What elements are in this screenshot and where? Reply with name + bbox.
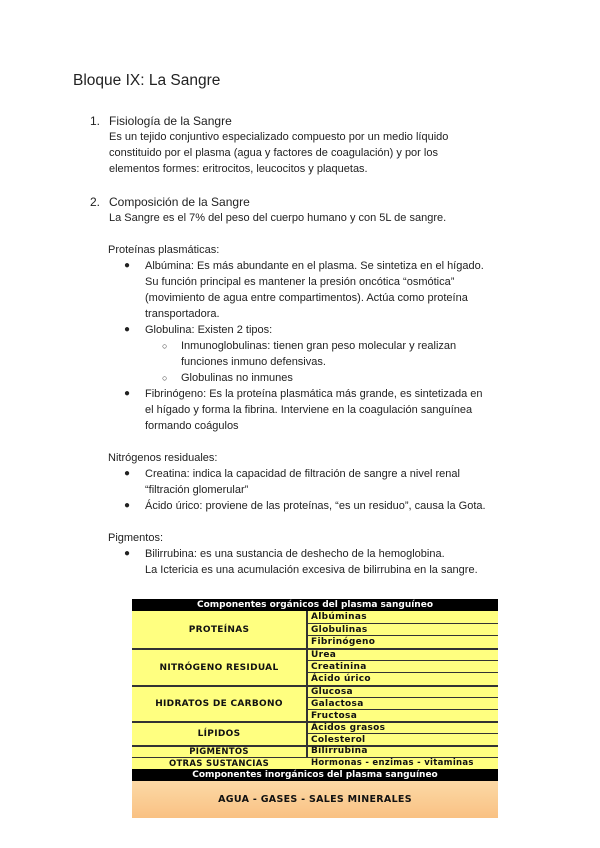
pigments-title: Pigmentos: — [108, 532, 164, 544]
bullet-acido-urico — [124, 498, 486, 514]
bullet-dot: ● — [124, 324, 131, 335]
nitrogen-title: Nitrógenos residuales: — [108, 452, 218, 464]
inorganic-components: AGUA - GASES - SALES MINERALES — [132, 781, 498, 818]
text-line: Inmunoglobulinas: tienen gran peso molecular y realizan — [181, 340, 457, 352]
subbullet-no-inmunes — [162, 370, 293, 386]
item-fibrinogeno: Fibrinógeno — [311, 637, 376, 647]
category-hidratos: HIDRATOS DE CARBONO — [155, 699, 283, 709]
item-glucosa: Glucosa — [311, 687, 353, 697]
text-line: (movimiento de agua entre compartimentos). Actúa como proteína — [145, 292, 468, 304]
section-heading: Fisiología de la Sangre — [109, 114, 232, 128]
bullet-dot: ● — [124, 548, 131, 559]
text-line: Creatina: indica la capacidad de filtración de sangre a nivel renal — [145, 468, 460, 480]
text-line: Globulina: Existen 2 tipos: — [145, 324, 273, 336]
section-heading: Composición de la Sangre — [109, 195, 250, 209]
text-line: La Ictericia es una acumulación excesiva de bilirrubina en la sangre. — [145, 564, 478, 576]
text-line: Es un tejido conjuntivo especializado compuesto por un medio líquido — [109, 131, 449, 143]
section-physiology — [90, 113, 448, 177]
item-colesterol: Colesterol — [311, 735, 366, 745]
item-globulinas: Globulinas — [311, 625, 368, 635]
item-albuminas: Albúminas — [311, 612, 367, 622]
bullet-fibrinogeno — [124, 386, 483, 434]
bullet-bilirrubina — [124, 546, 478, 578]
text-line: “filtración glomerular” — [145, 484, 249, 496]
text-line: Bilirrubina: es una sustancia de deshecho de la hemoglobina. — [145, 548, 445, 560]
text-line: Ácido úrico: proviene de las proteínas, “es un residuo”, causa la Gota. — [145, 500, 486, 512]
category-nitrogeno: NITRÓGENO RESIDUAL — [159, 662, 279, 673]
table-header-organic: Componentes orgánicos del plasma sanguíneo — [132, 599, 498, 611]
proteins-title: Proteínas plasmáticas: — [108, 244, 220, 256]
section-intro: La Sangre es el 7% del peso del cuerpo humano y con 5L de sangre. — [109, 212, 447, 224]
text-line: funciones inmuno defensivas. — [181, 356, 326, 368]
text-line: elementos formes: eritrocitos, leucocitos y plaquetas. — [109, 163, 368, 175]
item-galactosa: Galactosa — [311, 699, 364, 709]
item-urea: Urea — [311, 650, 337, 660]
item-acido-urico: Ácido úrico — [311, 674, 371, 684]
text-line: constituido por el plasma (agua y factores de coagulación) y por los — [109, 147, 438, 159]
category-pigmentos: PIGMENTOS — [189, 747, 249, 757]
subbullet-inmunoglobulinas — [162, 338, 457, 370]
bullet-dot: ● — [124, 468, 131, 479]
text-line: el hígado y forma la fibrina. Interviene en la coagulación sanguínea — [145, 404, 473, 416]
text-line: Albúmina: Es más abundante en el plasma. Se sintetiza en el hígado. — [145, 260, 484, 272]
text-line: Fibrinógeno: Es la proteína plasmática más grande, es sintetizada en — [145, 388, 483, 400]
item-bilirrubina: Bilirrubina — [311, 746, 368, 756]
item-hormonas: Hormonas - enzimas - vitaminas — [311, 758, 474, 768]
section-number: 1. — [90, 114, 101, 128]
category-otras: OTRAS SUSTANCIAS — [168, 758, 270, 769]
text-line: Su función principal es mantener la presión oncótica “osmótica” — [145, 276, 455, 288]
bullet-globulina — [124, 322, 273, 338]
text-line: formando coágulos — [145, 420, 239, 432]
page-title: Bloque IX: La Sangre — [73, 72, 221, 89]
plasma-components-table — [132, 599, 498, 818]
item-acidos-grasos: Ácidos grasos — [311, 723, 386, 733]
bullet-creatina — [124, 466, 460, 498]
section-number: 2. — [90, 195, 101, 209]
bullet-dot: ● — [124, 260, 131, 271]
table-header-inorganic: Componentes inorgánicos del plasma sanguíneo — [132, 769, 498, 781]
section-composition — [90, 194, 446, 226]
text-line: Globulinas no inmunes — [181, 372, 293, 384]
category-lipidos: LÍPIDOS — [197, 729, 241, 739]
bullet-dot: ● — [124, 388, 131, 399]
section-body — [90, 129, 448, 177]
circle-bullet: ○ — [162, 373, 168, 383]
item-fructosa: Fructosa — [311, 711, 358, 721]
circle-bullet: ○ — [162, 341, 168, 351]
category-proteinas: PROTEÍNAS — [188, 624, 250, 635]
bullet-albumina — [124, 258, 484, 322]
item-creatinina: Creatinina — [311, 662, 367, 672]
text-line: transportadora. — [145, 308, 220, 320]
bullet-dot: ● — [124, 500, 131, 511]
